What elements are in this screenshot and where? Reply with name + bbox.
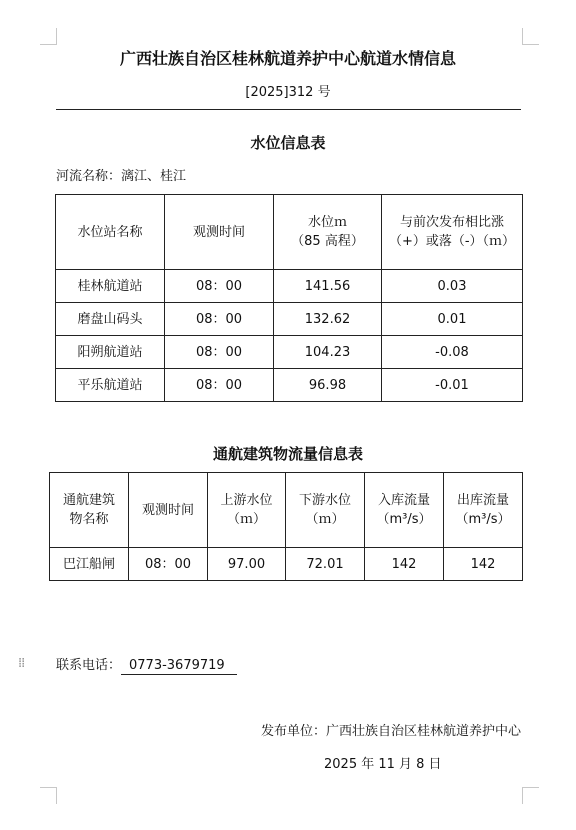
- table-row: [50, 548, 523, 581]
- header-cell: 入库流量 （m³/s）: [365, 473, 444, 548]
- header-divider: [56, 109, 521, 110]
- corner-mark-top-left: [40, 28, 57, 45]
- drag-handle-icon[interactable]: ⁞⁞: [18, 656, 25, 671]
- header-cell: 观测时间: [165, 195, 274, 270]
- header-cell: 下游水位 （ｍ）: [286, 473, 365, 548]
- water-level-value: 104.23: [274, 336, 382, 369]
- water-level-value: 96.98: [274, 369, 382, 402]
- header-cell: 水位ｍ （85 高程）: [274, 195, 382, 270]
- publish-date: 2025 年 11 月 8 日: [324, 757, 442, 772]
- corner-mark-bottom-right: [522, 787, 539, 804]
- header-cell: 上游水位 （ｍ）: [208, 473, 286, 548]
- water-level-section-title: 水位信息表: [250, 134, 326, 152]
- observation-time: 08：00: [165, 369, 274, 402]
- observation-time: 08：00: [165, 303, 274, 336]
- change-value: -0.08: [382, 336, 523, 369]
- table-row: [56, 303, 523, 336]
- change-value: -0.01: [382, 369, 523, 402]
- change-value: 0.03: [382, 270, 523, 303]
- river-name: 河流名称：漓江、桂江: [56, 169, 187, 184]
- station-name: 桂林航道站: [56, 270, 165, 303]
- corner-mark-top-right: [522, 28, 539, 45]
- change-value: 0.01: [382, 303, 523, 336]
- water-level-header-row: [56, 195, 523, 270]
- structure-name: 巴江船闸: [50, 548, 129, 581]
- header-cell: 观测时间: [129, 473, 208, 548]
- document-title: 广西壮族自治区桂林航道养护中心航道水情信息: [119, 49, 456, 68]
- downstream-level: 72.01: [286, 548, 365, 581]
- header-cell: 通航建筑 物名称: [50, 473, 129, 548]
- table-row: [56, 336, 523, 369]
- water-level-value: 141.56: [274, 270, 382, 303]
- table-row: [56, 270, 523, 303]
- header-cell: 出库流量 （m³/s）: [444, 473, 523, 548]
- contact-line: [56, 657, 237, 675]
- document-number: [2025]312 号: [245, 85, 331, 100]
- header-cell: 与前次发布相比涨 （+）或落（-）（ｍ）: [382, 195, 523, 270]
- flow-table: [49, 472, 523, 581]
- publisher: 发布单位：广西壮族自治区桂林航道养护中心: [260, 724, 521, 739]
- flow-section-title: 通航建筑物流量信息表: [212, 445, 363, 463]
- station-name: 磨盘山码头: [56, 303, 165, 336]
- contact-label: 联系电话：: [56, 658, 122, 673]
- phone-number: 0773-3679719: [121, 658, 237, 675]
- observation-time: 08：00: [165, 336, 274, 369]
- observation-time: 08：00: [129, 548, 208, 581]
- station-name: 平乐航道站: [56, 369, 165, 402]
- observation-time: 08：00: [165, 270, 274, 303]
- table-row: [56, 369, 523, 402]
- water-level-value: 132.62: [274, 303, 382, 336]
- flow-header-row: [50, 473, 523, 548]
- inflow: 142: [365, 548, 444, 581]
- corner-mark-bottom-left: [40, 787, 57, 804]
- water-level-table: [55, 194, 523, 402]
- upstream-level: 97.00: [208, 548, 286, 581]
- header-cell: 水位站名称: [56, 195, 165, 270]
- outflow: 142: [444, 548, 523, 581]
- station-name: 阳朔航道站: [56, 336, 165, 369]
